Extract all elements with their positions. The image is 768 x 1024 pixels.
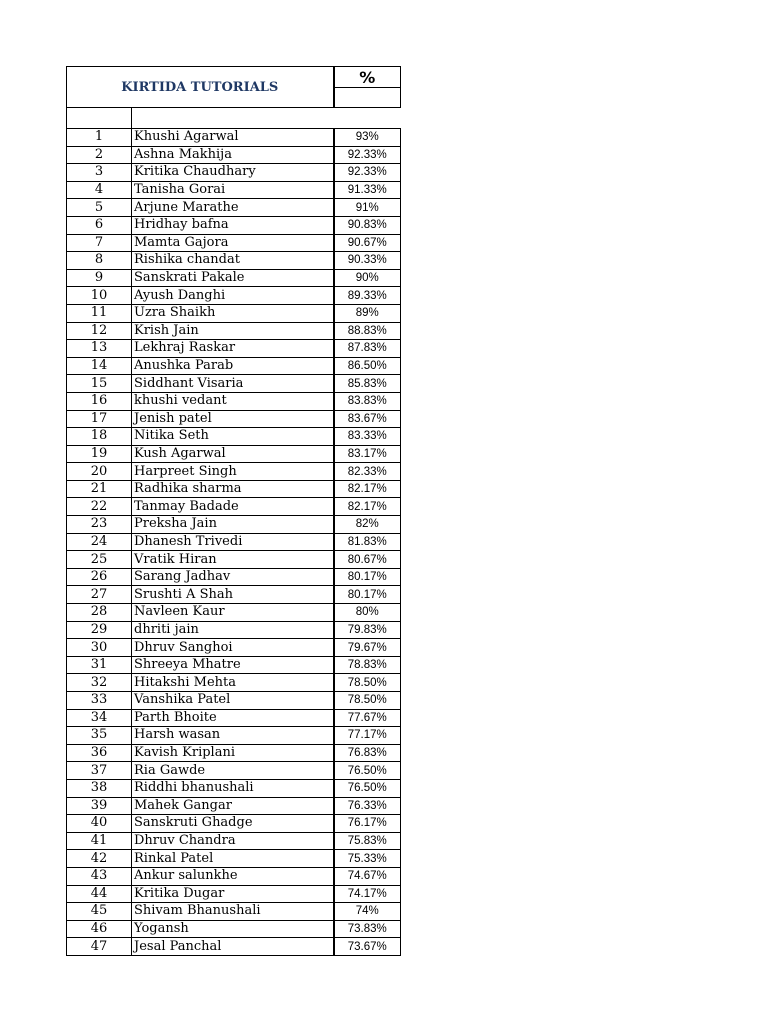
student-name-cell: Arjune Marathe xyxy=(132,199,334,217)
rank-cell: 41 xyxy=(67,832,132,850)
rank-cell: 38 xyxy=(67,779,132,797)
student-name-cell: Sanskrati Pakale xyxy=(132,269,334,287)
table-row xyxy=(67,604,401,622)
rank-cell: 8 xyxy=(67,252,132,270)
rank-cell: 12 xyxy=(67,322,132,340)
rank-cell: 16 xyxy=(67,392,132,410)
percent-cell: 76.17% xyxy=(334,815,401,833)
student-name-cell: khushi vedant xyxy=(132,392,334,410)
percent-cell: 82.33% xyxy=(334,463,401,481)
student-name-cell: Harpreet Singh xyxy=(132,463,334,481)
student-name-cell: Mamta Gajora xyxy=(132,234,334,252)
percent-cell: 75.33% xyxy=(334,850,401,868)
student-name-cell: Anushka Parab xyxy=(132,357,334,375)
student-name-cell: Kritika Dugar xyxy=(132,885,334,903)
percent-cell: 89% xyxy=(334,304,401,322)
table-row xyxy=(67,129,401,147)
percent-cell: 83.67% xyxy=(334,410,401,428)
rank-cell: 29 xyxy=(67,621,132,639)
table-row xyxy=(67,850,401,868)
percent-cell: 76.83% xyxy=(334,744,401,762)
rank-cell: 37 xyxy=(67,762,132,780)
student-name-cell: Uzra Shaikh xyxy=(132,304,334,322)
table-row xyxy=(67,885,401,903)
table-row xyxy=(67,199,401,217)
table-row xyxy=(67,304,401,322)
blank-cell xyxy=(67,108,132,129)
table-row xyxy=(67,832,401,850)
percent-cell: 86.50% xyxy=(334,357,401,375)
rank-cell: 44 xyxy=(67,885,132,903)
percent-cell: 83.33% xyxy=(334,428,401,446)
rank-cell: 47 xyxy=(67,938,132,956)
table-row xyxy=(67,709,401,727)
percent-cell: 78.50% xyxy=(334,674,401,692)
percent-cell: 90.33% xyxy=(334,252,401,270)
rank-cell: 20 xyxy=(67,463,132,481)
rank-cell: 39 xyxy=(67,797,132,815)
rank-cell: 26 xyxy=(67,568,132,586)
table-row xyxy=(67,340,401,358)
student-name-cell: Shivam Bhanushali xyxy=(132,903,334,921)
rank-cell: 7 xyxy=(67,234,132,252)
student-name-cell: Harsh wasan xyxy=(132,727,334,745)
rank-cell: 23 xyxy=(67,516,132,534)
percent-cell: 78.83% xyxy=(334,656,401,674)
rank-cell: 35 xyxy=(67,727,132,745)
table-row xyxy=(67,181,401,199)
percent-cell: 92.33% xyxy=(334,164,401,182)
percent-cell: 88.83% xyxy=(334,322,401,340)
rank-cell: 24 xyxy=(67,533,132,551)
rank-cell: 46 xyxy=(67,920,132,938)
sheet-title: KIRTIDA TUTORIALS xyxy=(67,67,334,108)
student-name-cell: Srushti A Shah xyxy=(132,586,334,604)
rank-cell: 30 xyxy=(67,639,132,657)
rank-cell: 28 xyxy=(67,604,132,622)
percent-cell: 91.33% xyxy=(334,181,401,199)
student-name-cell: Hridhay bafna xyxy=(132,216,334,234)
table-row xyxy=(67,621,401,639)
student-name-cell: Krish Jain xyxy=(132,322,334,340)
student-name-cell: Kush Agarwal xyxy=(132,445,334,463)
rank-cell: 9 xyxy=(67,269,132,287)
table-row xyxy=(67,674,401,692)
table-row xyxy=(67,867,401,885)
rank-cell: 18 xyxy=(67,428,132,446)
percent-cell: 78.50% xyxy=(334,692,401,710)
rank-cell: 1 xyxy=(67,129,132,147)
student-name-cell: Dhruv Sanghoi xyxy=(132,639,334,657)
rank-cell: 25 xyxy=(67,551,132,569)
blank-row xyxy=(67,108,401,129)
percent-cell: 79.83% xyxy=(334,621,401,639)
table-row xyxy=(67,322,401,340)
student-name-cell: Ankur salunkhe xyxy=(132,867,334,885)
student-name-cell: Sanskruti Ghadge xyxy=(132,815,334,833)
blank-cell xyxy=(132,108,334,129)
table-row xyxy=(67,762,401,780)
percent-cell: 87.83% xyxy=(334,340,401,358)
rank-cell: 11 xyxy=(67,304,132,322)
percent-cell: 76.33% xyxy=(334,797,401,815)
rank-cell: 31 xyxy=(67,656,132,674)
rank-cell: 22 xyxy=(67,498,132,516)
rank-cell: 32 xyxy=(67,674,132,692)
percent-cell: 76.50% xyxy=(334,779,401,797)
rank-cell: 2 xyxy=(67,146,132,164)
table-row xyxy=(67,533,401,551)
table-row xyxy=(67,216,401,234)
percent-cell: 93% xyxy=(334,129,401,147)
percent-cell: 80% xyxy=(334,604,401,622)
percent-cell: 83.17% xyxy=(334,445,401,463)
rank-cell: 21 xyxy=(67,480,132,498)
student-name-cell: Mahek Gangar xyxy=(132,797,334,815)
student-name-cell: Yogansh xyxy=(132,920,334,938)
student-name-cell: Sarang Jadhav xyxy=(132,568,334,586)
table-row xyxy=(67,639,401,657)
rank-cell: 43 xyxy=(67,867,132,885)
results-sheet xyxy=(66,66,400,956)
table-row xyxy=(67,903,401,921)
student-name-cell: Tanmay Badade xyxy=(132,498,334,516)
table-row xyxy=(67,692,401,710)
rank-cell: 34 xyxy=(67,709,132,727)
table-row xyxy=(67,287,401,305)
student-name-cell: Kavish Kriplani xyxy=(132,744,334,762)
table-row xyxy=(67,463,401,481)
table-row xyxy=(67,727,401,745)
table-row xyxy=(67,815,401,833)
percent-cell: 82% xyxy=(334,516,401,534)
percent-cell: 74.67% xyxy=(334,867,401,885)
table-row xyxy=(67,586,401,604)
percent-cell: 90% xyxy=(334,269,401,287)
blank-cell xyxy=(334,108,401,129)
rank-cell: 14 xyxy=(67,357,132,375)
table-row xyxy=(67,779,401,797)
student-name-cell: Khushi Agarwal xyxy=(132,129,334,147)
table-row xyxy=(67,445,401,463)
student-name-cell: Navleen Kaur xyxy=(132,604,334,622)
student-name-cell: Dhruv Chandra xyxy=(132,832,334,850)
table-row xyxy=(67,269,401,287)
table-row xyxy=(67,498,401,516)
student-name-cell: Ria Gawde xyxy=(132,762,334,780)
percent-cell: 90.83% xyxy=(334,216,401,234)
percent-header: % xyxy=(334,67,401,88)
rank-cell: 10 xyxy=(67,287,132,305)
student-name-cell: Vanshika Patel xyxy=(132,692,334,710)
student-name-cell: Ashna Makhija xyxy=(132,146,334,164)
rank-cell: 17 xyxy=(67,410,132,428)
rank-cell: 13 xyxy=(67,340,132,358)
percent-cell: 73.67% xyxy=(334,938,401,956)
table-row xyxy=(67,375,401,393)
rank-cell: 15 xyxy=(67,375,132,393)
header-row xyxy=(67,67,401,88)
student-name-cell: Shreeya Mhatre xyxy=(132,656,334,674)
student-name-cell: Riddhi bhanushali xyxy=(132,779,334,797)
percent-cell: 81.83% xyxy=(334,533,401,551)
rank-cell: 5 xyxy=(67,199,132,217)
percent-header-blank xyxy=(334,88,401,108)
rank-cell: 27 xyxy=(67,586,132,604)
percent-cell: 80.67% xyxy=(334,551,401,569)
student-name-cell: dhriti jain xyxy=(132,621,334,639)
student-name-cell: Siddhant Visaria xyxy=(132,375,334,393)
percent-cell: 76.50% xyxy=(334,762,401,780)
percent-cell: 79.67% xyxy=(334,639,401,657)
percent-cell: 74.17% xyxy=(334,885,401,903)
student-name-cell: Rishika chandat xyxy=(132,252,334,270)
student-name-cell: Parth Bhoite xyxy=(132,709,334,727)
rank-cell: 36 xyxy=(67,744,132,762)
percent-cell: 85.83% xyxy=(334,375,401,393)
table-row xyxy=(67,656,401,674)
student-name-cell: Radhika sharma xyxy=(132,480,334,498)
rank-cell: 42 xyxy=(67,850,132,868)
percent-cell: 75.83% xyxy=(334,832,401,850)
rank-cell: 6 xyxy=(67,216,132,234)
student-name-cell: Dhanesh Trivedi xyxy=(132,533,334,551)
table-row xyxy=(67,234,401,252)
student-name-cell: Ayush Danghi xyxy=(132,287,334,305)
percent-cell: 83.83% xyxy=(334,392,401,410)
table-row xyxy=(67,480,401,498)
student-name-cell: Kritika Chaudhary xyxy=(132,164,334,182)
percent-cell: 92.33% xyxy=(334,146,401,164)
student-name-cell: Rinkal Patel xyxy=(132,850,334,868)
table-row xyxy=(67,744,401,762)
percent-cell: 82.17% xyxy=(334,498,401,516)
student-name-cell: Vratik Hiran xyxy=(132,551,334,569)
student-name-cell: Tanisha Gorai xyxy=(132,181,334,199)
rank-cell: 4 xyxy=(67,181,132,199)
rank-cell: 3 xyxy=(67,164,132,182)
percent-cell: 74% xyxy=(334,903,401,921)
percent-cell: 77.17% xyxy=(334,727,401,745)
table-row xyxy=(67,516,401,534)
table-row xyxy=(67,551,401,569)
percent-cell: 80.17% xyxy=(334,568,401,586)
percent-cell: 77.67% xyxy=(334,709,401,727)
table-row xyxy=(67,920,401,938)
table-row xyxy=(67,252,401,270)
rank-cell: 40 xyxy=(67,815,132,833)
percent-cell: 73.83% xyxy=(334,920,401,938)
percent-cell: 89.33% xyxy=(334,287,401,305)
rank-cell: 33 xyxy=(67,692,132,710)
table-row xyxy=(67,410,401,428)
rank-cell: 19 xyxy=(67,445,132,463)
student-name-cell: Preksha Jain xyxy=(132,516,334,534)
student-name-cell: Jenish patel xyxy=(132,410,334,428)
rank-cell: 45 xyxy=(67,903,132,921)
student-name-cell: Nitika Seth xyxy=(132,428,334,446)
student-name-cell: Jesal Panchal xyxy=(132,938,334,956)
table-row xyxy=(67,164,401,182)
table-row xyxy=(67,568,401,586)
percent-cell: 91% xyxy=(334,199,401,217)
table-row xyxy=(67,357,401,375)
table-row xyxy=(67,938,401,956)
percent-cell: 82.17% xyxy=(334,480,401,498)
table-row xyxy=(67,797,401,815)
student-name-cell: Hitakshi Mehta xyxy=(132,674,334,692)
table-row xyxy=(67,392,401,410)
results-table xyxy=(66,66,401,956)
table-row xyxy=(67,428,401,446)
percent-cell: 80.17% xyxy=(334,586,401,604)
table-row xyxy=(67,146,401,164)
percent-cell: 90.67% xyxy=(334,234,401,252)
student-name-cell: Lekhraj Raskar xyxy=(132,340,334,358)
